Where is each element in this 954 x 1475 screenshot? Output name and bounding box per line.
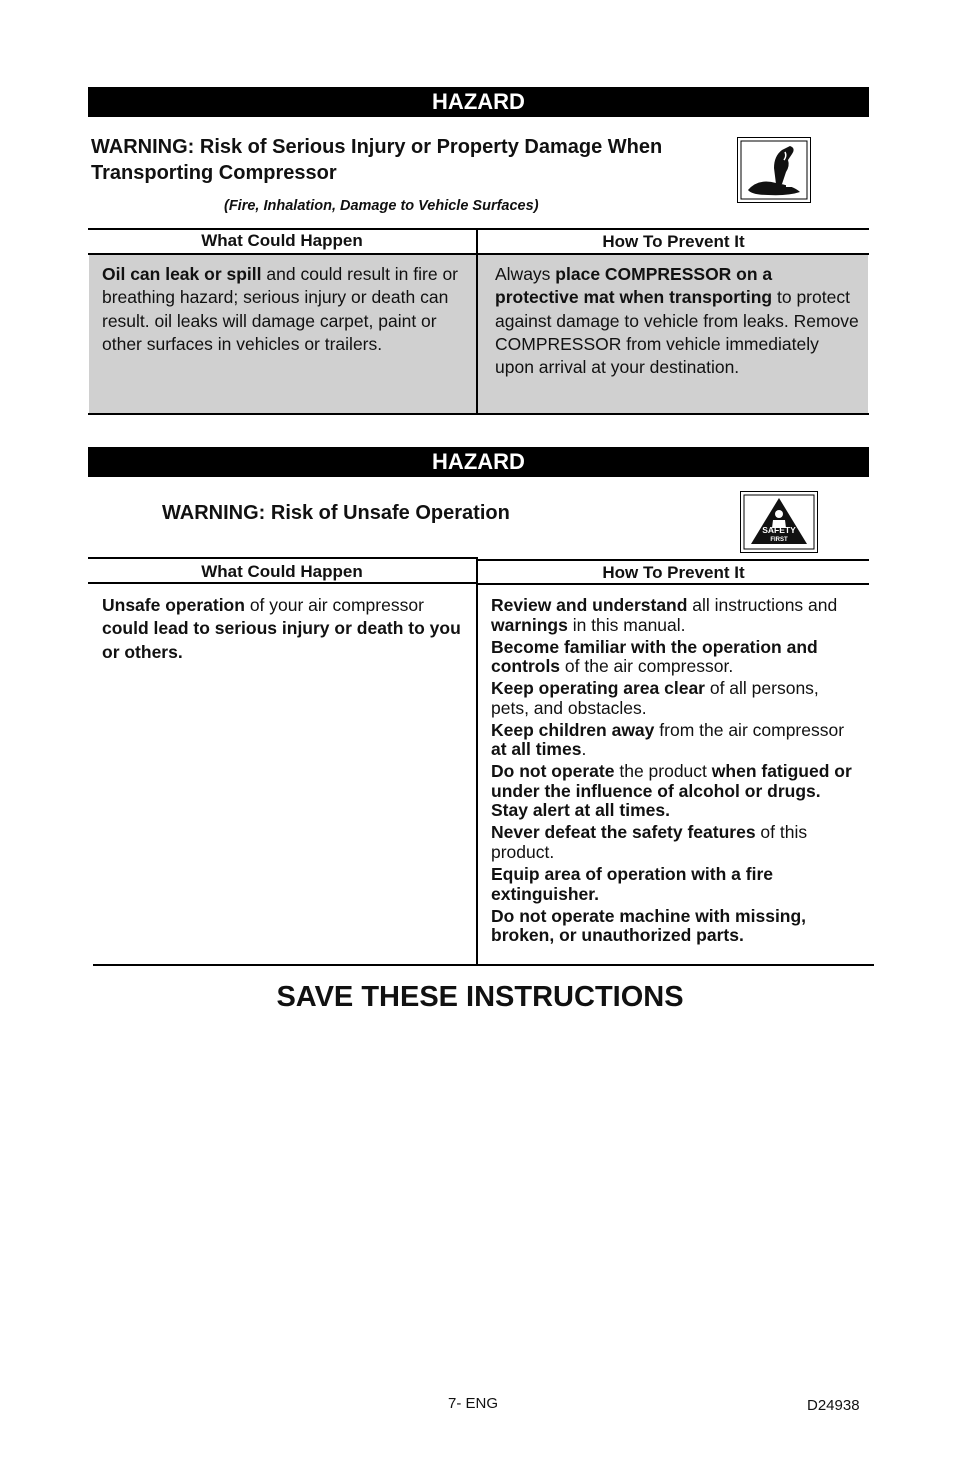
safety-icon-text-2: FIRST [770, 537, 788, 543]
oil-leak-icon [737, 137, 811, 203]
warning-title-1-line1: WARNING: Risk of Serious Injury or Property Damage When [91, 136, 663, 158]
table2-prevent-list [491, 596, 861, 948]
table2-happen-bold-1: Unsafe operation [102, 595, 245, 615]
prevent-item-text: of the air compressor. [560, 656, 734, 677]
table2-prevent-item [491, 762, 861, 821]
table2-header-rule-right [478, 583, 869, 585]
table2-bottom-rule [93, 964, 874, 966]
prevent-item-bold: when fatigued or under the influence of alcohol or drugs. Stay alert at all times. [491, 761, 852, 821]
prevent-item-bold: Equip area of operation with a fire extinguisher. [491, 864, 773, 904]
table1-prevent-text-2: to protect against damage to vehicle from leaks. Remove COMPRESSOR from vehicle immediately upon arrival at your destination. [495, 287, 859, 378]
hazard-subtitle-1: (Fire, Inhalation, Damage to Vehicle Surfaces) [224, 198, 539, 214]
table2-happen-cell [102, 594, 464, 664]
save-instructions-heading: SAVE THESE INSTRUCTIONS [276, 981, 684, 1013]
prevent-item-bold: Do not operate machine with missing, broken, or unauthorized parts. [491, 905, 807, 946]
table1-top-rule [88, 228, 869, 230]
table2-top-rule-left [88, 557, 478, 559]
table1-column-divider [476, 228, 478, 414]
prevent-item-text: all instructions and [687, 595, 838, 615]
footer-page-number: 7- ENG [448, 1395, 499, 1412]
table2-prevent-item [491, 679, 861, 718]
prevent-item-text: . [581, 739, 587, 760]
table2-header-rule-left [88, 582, 478, 584]
footer-document-code: D24938 [807, 1397, 860, 1414]
prevent-item-text: from the air compressor [654, 719, 845, 740]
prevent-item-bold: Do not operate [491, 761, 615, 782]
table1-happen-text: and could result in fire or breathing hazard; serious injury or death can result. oil leaks will damage carpet, paint or other surfaces in vehicles or trailers. [102, 264, 459, 354]
warning-title-1-line2: Transporting Compressor [91, 162, 337, 184]
table1-prevent-bold: place COMPRESSOR on a protective mat when transporting [495, 264, 773, 308]
table2-prevent-item [491, 721, 861, 760]
table2-prevent-item [491, 907, 861, 946]
table2-prevent-item [491, 823, 861, 862]
prevent-item-text: in this manual. [567, 614, 686, 635]
hazard-banner-1: HAZARD [88, 87, 869, 117]
table2-prevent-item [491, 638, 861, 677]
prevent-item-bold: warnings [491, 614, 568, 635]
table2-top-rule-right [478, 559, 869, 561]
table1-happen-bold: Oil can leak or spill [102, 264, 262, 284]
prevent-item-bold: Review and understand [491, 595, 688, 615]
table1-header-prevent: How To Prevent It [602, 232, 745, 251]
table1-bottom-rule [88, 413, 869, 415]
table1-header-happen: What Could Happen [201, 231, 363, 250]
prevent-item-bold: Keep operating area clear [491, 678, 705, 699]
table2-column-divider [476, 557, 478, 966]
table1-prevent-text-1: Always [495, 264, 556, 284]
table2-prevent-item [491, 865, 861, 904]
prevent-item-bold: Never defeat the safety features [491, 822, 756, 843]
prevent-item-text: of all persons, pets, and obstacles. [491, 678, 819, 718]
safety-first-icon [740, 491, 818, 553]
table2-header-prevent: How To Prevent It [602, 563, 745, 582]
prevent-item-bold: Keep children away [491, 719, 655, 740]
prevent-item-bold: at all times [491, 739, 582, 760]
prevent-item-bold: Become familiar with the operation and controls [491, 636, 818, 677]
warning-title-1 [91, 134, 731, 186]
warning-title-2: WARNING: Risk of Unsafe Operation [162, 502, 510, 524]
table2-prevent-item [491, 596, 861, 635]
table1-happen-cell [102, 263, 464, 356]
table2-header-happen: What Could Happen [201, 562, 363, 581]
table2-happen-bold-2: could lead to serious injury or death to you or others. [102, 618, 461, 662]
hazard-banner-2: HAZARD [88, 447, 869, 477]
safety-icon-text-1: SAFETY [762, 525, 796, 535]
table2-happen-text-1: of your air compressor [244, 595, 424, 615]
table1-header-rule [88, 253, 869, 255]
prevent-item-text: the product [614, 761, 712, 782]
table1-prevent-cell [495, 263, 859, 379]
prevent-item-text: of this product. [491, 822, 808, 862]
